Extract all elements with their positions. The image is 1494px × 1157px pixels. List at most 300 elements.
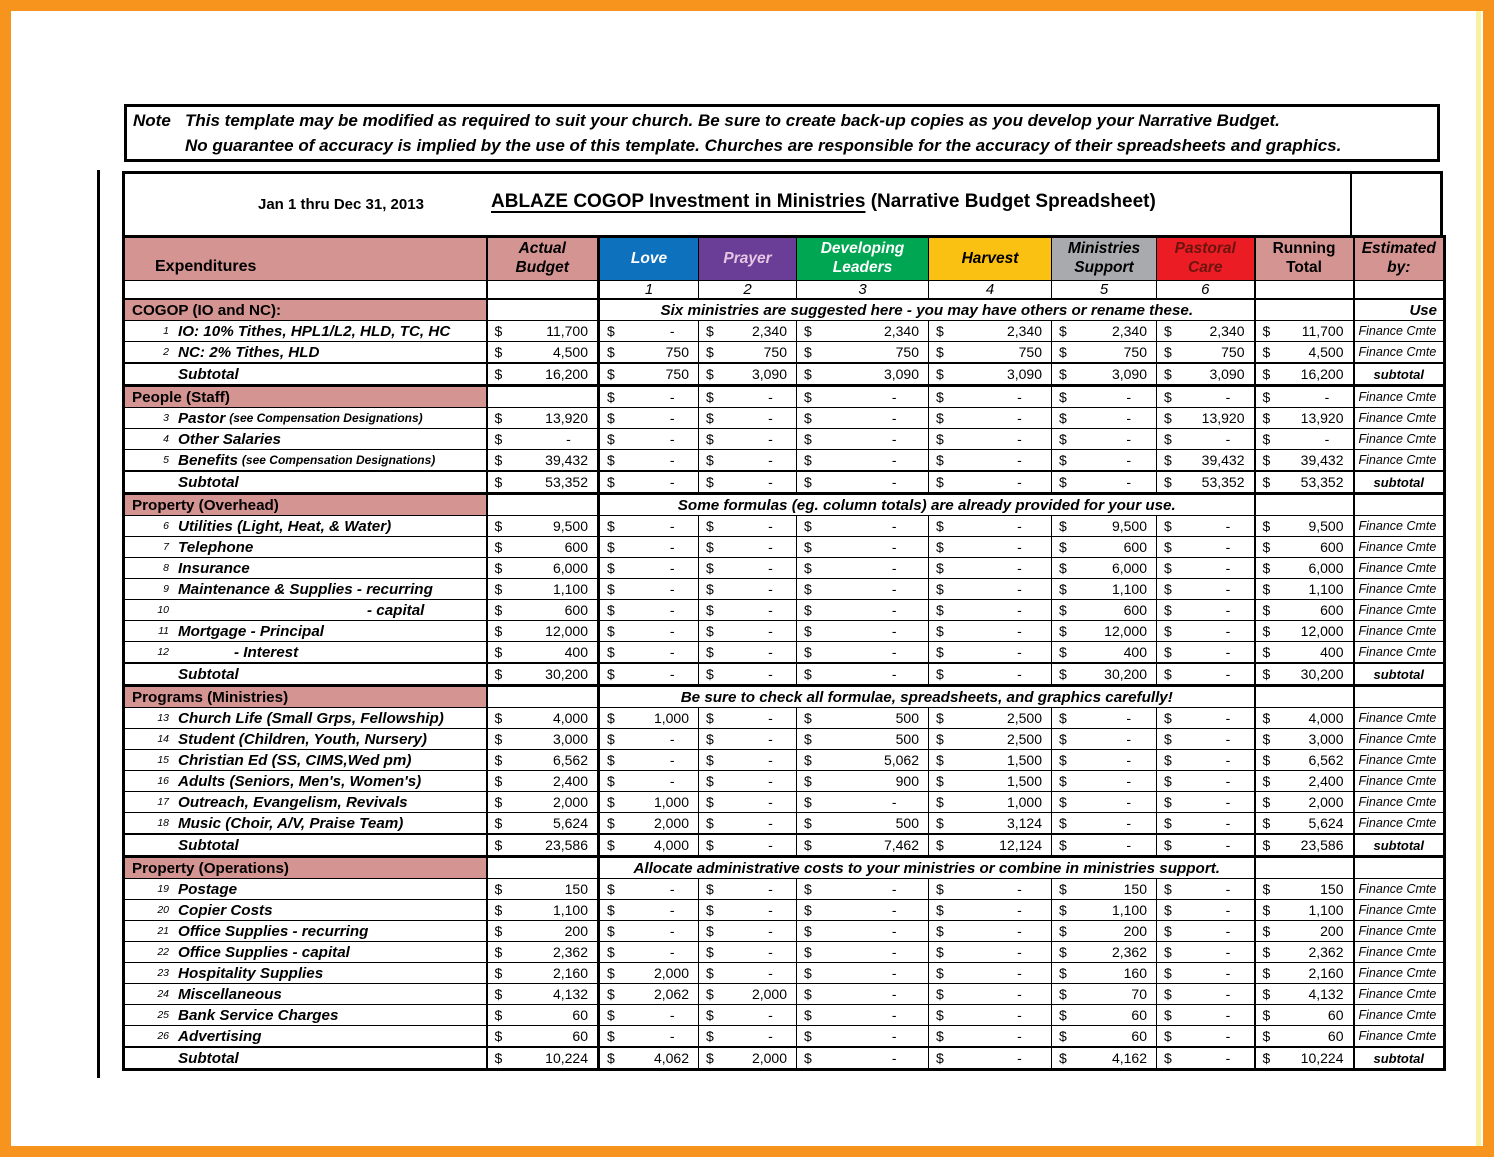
estimated-by-cell: Finance Cmte [1354, 708, 1445, 729]
section-note: Six ministries are suggested here - you may have others or rename these. [599, 299, 1255, 321]
cell-prayer: $ - [699, 450, 797, 472]
cell-developing-leaders: $ 5,062 [797, 750, 929, 771]
row-label-text: Subtotal [178, 665, 239, 683]
cell-ministries-support: $ - [1052, 750, 1157, 771]
cell-running-total: $ 150 [1255, 879, 1354, 900]
row-sublabel-text: (see Compensation Designations) [229, 411, 423, 425]
column-header-estimated-by: Estimated by: [1354, 237, 1445, 281]
cell-developing-leaders: $ - [797, 450, 929, 472]
estimated-by-cell: Finance Cmte [1354, 579, 1445, 600]
cell-running-total: $ 9,500 [1255, 516, 1354, 537]
budget-row-25 [124, 1005, 1445, 1026]
cell-developing-leaders: $ - [797, 558, 929, 579]
cell-prayer: $ - [699, 600, 797, 621]
row-number: 24 [157, 988, 169, 1000]
cell-love: $ - [599, 558, 699, 579]
row-label-text: Music (Choir, A/V, Praise Team) [178, 814, 404, 832]
cell-developing-leaders: $ - [797, 642, 929, 664]
cell-running-total: $ 3,000 [1255, 729, 1354, 750]
cell-ministries-support: $ 3,090 [1052, 363, 1157, 386]
cell-running-total: $ 200 [1255, 921, 1354, 942]
cell-actual-budget: $ 11,700 [487, 321, 599, 342]
cell-prayer: $ - [699, 663, 797, 686]
cell-love: $ - [599, 579, 699, 600]
cell-running-total: $ 4,500 [1255, 342, 1354, 364]
row-label [125, 1050, 486, 1067]
cell-pastoral-care: $ - [1157, 429, 1255, 450]
row-number: 15 [157, 754, 169, 766]
cell-harvest: $ 3,124 [929, 813, 1052, 835]
cell-actual-budget [487, 494, 599, 516]
cell-ministries-support: $ 70 [1052, 984, 1157, 1005]
column-header-running-total: Running Total [1255, 237, 1354, 281]
row-label-cell [124, 429, 487, 450]
cell-prayer: $ - [699, 963, 797, 984]
column-header-ministries-support: Ministries Support [1052, 237, 1157, 281]
cell-actual-budget: $ 30,200 [487, 663, 599, 686]
cell-harvest: $ - [929, 879, 1052, 900]
cell-prayer: $ 2,340 [699, 321, 797, 342]
cell-pastoral-care: $ - [1157, 1047, 1255, 1070]
row-label-cell [124, 771, 487, 792]
budget-row-21 [124, 921, 1445, 942]
title-column-divider [1350, 174, 1353, 235]
cell-love: $ - [599, 516, 699, 537]
ministry-number-estimated-by [1354, 281, 1445, 300]
row-number: 3 [163, 412, 169, 424]
cell-pastoral-care: $ - [1157, 708, 1255, 729]
cell-pastoral-care: $ 3,090 [1157, 363, 1255, 386]
cell-ministries-support: $ 12,000 [1052, 621, 1157, 642]
cell-love: $ 2,000 [599, 963, 699, 984]
cell-running-total: $ - [1255, 386, 1354, 408]
ministry-number-developing-leaders: 3 [797, 281, 929, 300]
cell-running-total: $ 16,200 [1255, 363, 1354, 386]
cell-developing-leaders: $ - [797, 386, 929, 408]
estimated-by-cell: Finance Cmte [1354, 879, 1445, 900]
template-note-box [124, 104, 1440, 162]
budget-row-12 [124, 642, 1445, 664]
ministry-number-love: 1 [599, 281, 699, 300]
row-label-cell [124, 450, 487, 472]
cell-actual-budget: $ 39,432 [487, 450, 599, 472]
estimated-by-cell: subtotal [1354, 471, 1445, 494]
row-number: 9 [163, 583, 169, 595]
cell-pastoral-care: $ - [1157, 879, 1255, 900]
cell-developing-leaders: $ - [797, 879, 929, 900]
cell-prayer: $ - [699, 579, 797, 600]
column-header-love: Love [599, 237, 699, 281]
subtotal-row [124, 663, 1445, 686]
cell-developing-leaders: $ - [797, 516, 929, 537]
row-sublabel-text: (see Compensation Designations) [241, 453, 436, 467]
cell-running-total: $ 600 [1255, 537, 1354, 558]
row-label-cell [124, 879, 487, 900]
date-range: Jan 1 thru Dec 31, 2013 [258, 196, 424, 213]
cell-actual-budget: $ 2,362 [487, 942, 599, 963]
cell-pastoral-care: $ - [1157, 621, 1255, 642]
cell-ministries-support: $ 150 [1052, 879, 1157, 900]
row-label [125, 560, 486, 577]
row-label [125, 644, 486, 661]
section-note: Some formulas (eg. column totals) are already provided for your use. [599, 494, 1255, 516]
section-note: Allocate administrative costs to your ministries or combine in ministries support. [599, 857, 1255, 879]
row-label-cell [124, 729, 487, 750]
cell-actual-budget: $ 13,920 [487, 408, 599, 429]
row-label [125, 431, 486, 448]
page-title-rest: (Narrative Budget Spreadsheet) [865, 191, 1156, 212]
cell-developing-leaders: $ - [797, 942, 929, 963]
cell-running-total: $ 2,400 [1255, 771, 1354, 792]
row-number: 8 [163, 562, 169, 574]
column-header-pastoral-care: Pastoral Care [1157, 237, 1255, 281]
row-label-cell [124, 363, 487, 386]
column-header-row [124, 237, 1445, 281]
cell-harvest: $ 1,500 [929, 771, 1052, 792]
cell-running-total: $ 13,920 [1255, 408, 1354, 429]
estimated-by-cell: Finance Cmte [1354, 750, 1445, 771]
cell-love: $ 1,000 [599, 708, 699, 729]
row-label-text: Miscellaneous [178, 985, 282, 1003]
cell-developing-leaders: $ 500 [797, 729, 929, 750]
cell-love: $ - [599, 408, 699, 429]
cell-ministries-support: $ - [1052, 813, 1157, 835]
row-label-cell [124, 1047, 487, 1070]
cell-harvest: $ 12,124 [929, 834, 1052, 857]
estimated-by-cell: Finance Cmte [1354, 408, 1445, 429]
cell-actual-budget: $ 6,562 [487, 750, 599, 771]
row-label-cell [124, 942, 487, 963]
row-label [125, 1028, 486, 1045]
row-label-text: Church Life (Small Grps, Fellowship) [178, 709, 444, 727]
budget-row-16 [124, 771, 1445, 792]
row-label-text: Subtotal [178, 365, 239, 383]
row-label-text: Christian Ed (SS, CIMS,Wed pm) [178, 751, 412, 769]
estimated-by-cell: Finance Cmte [1354, 342, 1445, 364]
estimated-by-cell: Finance Cmte [1354, 900, 1445, 921]
row-label-cell [124, 900, 487, 921]
estimated-by-cell [1354, 494, 1445, 516]
row-label [125, 581, 486, 598]
estimated-by-cell: Finance Cmte [1354, 642, 1445, 664]
cell-running-total: $ 60 [1255, 1005, 1354, 1026]
row-label-cell [124, 642, 487, 664]
section-label: Property (Overhead) [124, 494, 487, 516]
cell-harvest: $ 1,500 [929, 750, 1052, 771]
cell-running-total: $ 2,362 [1255, 942, 1354, 963]
estimated-by-cell: Finance Cmte [1354, 813, 1445, 835]
cell-harvest: $ - [929, 642, 1052, 664]
cell-ministries-support: $ 60 [1052, 1005, 1157, 1026]
cell-prayer: $ - [699, 921, 797, 942]
cell-pastoral-care: $ - [1157, 579, 1255, 600]
row-label-text: Advertising [178, 1027, 262, 1045]
cell-actual-budget: $ 9,500 [487, 516, 599, 537]
budget-row-13 [124, 708, 1445, 729]
note-line-2: No guarantee of accuracy is implied by the use of this template. Churches are responsible for the accuracy of their spreadsheets and graphics. [185, 136, 1342, 155]
budget-row-8 [124, 558, 1445, 579]
budget-row-26 [124, 1026, 1445, 1048]
cell-running-total: $ 600 [1255, 600, 1354, 621]
row-label-cell [124, 792, 487, 813]
subtotal-row [124, 471, 1445, 494]
cell-actual-budget: $ 5,624 [487, 813, 599, 835]
cell-actual-budget: $ 600 [487, 600, 599, 621]
cell-developing-leaders: $ 3,090 [797, 363, 929, 386]
cell-love: $ 4,062 [599, 1047, 699, 1070]
cell-prayer: $ - [699, 813, 797, 835]
cell-developing-leaders: $ - [797, 663, 929, 686]
row-label [125, 731, 486, 748]
row-label-cell [124, 1026, 487, 1048]
cell-pastoral-care: $ - [1157, 792, 1255, 813]
estimated-by-cell: Finance Cmte [1354, 921, 1445, 942]
cell-ministries-support: $ 600 [1052, 537, 1157, 558]
cell-ministries-support: $ - [1052, 792, 1157, 813]
estimated-by-cell: Finance Cmte [1354, 429, 1445, 450]
cell-pastoral-care: $ - [1157, 1026, 1255, 1048]
budget-row-5 [124, 450, 1445, 472]
cell-prayer: $ 3,090 [699, 363, 797, 386]
cell-prayer: $ - [699, 642, 797, 664]
row-label-cell [124, 813, 487, 835]
row-number: 25 [157, 1009, 169, 1021]
cell-actual-budget [487, 386, 599, 408]
numbers-row-expenditures-cell [124, 281, 487, 300]
cell-actual-budget: $ 4,132 [487, 984, 599, 1005]
cell-love: $ - [599, 642, 699, 664]
cell-pastoral-care: $ - [1157, 942, 1255, 963]
estimated-by-cell: Finance Cmte [1354, 450, 1445, 472]
cell-love: $ - [599, 879, 699, 900]
budget-row-24 [124, 984, 1445, 1005]
cell-harvest: $ - [929, 579, 1052, 600]
estimated-by-cell: subtotal [1354, 663, 1445, 686]
cell-developing-leaders: $ 2,340 [797, 321, 929, 342]
cell-ministries-support: $ - [1052, 708, 1157, 729]
cell-ministries-support: $ 400 [1052, 642, 1157, 664]
row-label-cell [124, 342, 487, 364]
cell-harvest: $ - [929, 963, 1052, 984]
note-label: Note [133, 111, 171, 130]
estimated-by-cell: Finance Cmte [1354, 792, 1445, 813]
cell-actual-budget: $ 4,000 [487, 708, 599, 729]
row-label [125, 666, 486, 683]
cell-developing-leaders: $ 900 [797, 771, 929, 792]
cell-actual-budget: $ 2,160 [487, 963, 599, 984]
row-label-text: Copier Costs [178, 901, 273, 919]
cell-prayer: $ - [699, 471, 797, 494]
row-label [125, 1007, 486, 1024]
cell-harvest: $ - [929, 600, 1052, 621]
cell-harvest: $ - [929, 1026, 1052, 1048]
row-number: 12 [157, 646, 169, 658]
cell-harvest: $ - [929, 408, 1052, 429]
row-label [125, 623, 486, 640]
row-label [125, 344, 486, 361]
cell-prayer: $ - [699, 516, 797, 537]
budget-row-14 [124, 729, 1445, 750]
cell-running-total: $ 53,352 [1255, 471, 1354, 494]
row-number: 20 [157, 904, 169, 916]
cell-running-total: $ 60 [1255, 1026, 1354, 1048]
cell-running-total: $ 1,100 [1255, 579, 1354, 600]
estimated-by-cell: Finance Cmte [1354, 516, 1445, 537]
cell-harvest: $ - [929, 386, 1052, 408]
cell-prayer: $ - [699, 558, 797, 579]
cell-harvest: $ 2,340 [929, 321, 1052, 342]
cell-prayer: $ - [699, 1026, 797, 1048]
cell-running-total: $ 6,562 [1255, 750, 1354, 771]
cell-ministries-support: $ - [1052, 408, 1157, 429]
row-label-cell [124, 663, 487, 686]
cell-developing-leaders: $ 750 [797, 342, 929, 364]
row-label [125, 410, 486, 427]
cell-pastoral-care: $ - [1157, 537, 1255, 558]
row-label [125, 815, 486, 832]
cell-love: $ - [599, 1005, 699, 1026]
cell-developing-leaders: $ - [797, 1005, 929, 1026]
cell-developing-leaders: $ 500 [797, 813, 929, 835]
cell-ministries-support: $ 160 [1052, 963, 1157, 984]
cell-pastoral-care: $ - [1157, 900, 1255, 921]
cell-actual-budget: $ - [487, 429, 599, 450]
cell-running-total: $ 30,200 [1255, 663, 1354, 686]
cell-running-total: $ 4,000 [1255, 708, 1354, 729]
row-label-text: - capital [367, 601, 425, 619]
row-label-text: Pastor [178, 409, 226, 427]
cell-love: $ - [599, 921, 699, 942]
estimated-by-cell: subtotal [1354, 363, 1445, 386]
cell-developing-leaders: $ - [797, 900, 929, 921]
cell-developing-leaders: $ - [797, 471, 929, 494]
row-number: 18 [157, 817, 169, 829]
row-number: 10 [157, 604, 169, 616]
cell-ministries-support: $ 4,162 [1052, 1047, 1157, 1070]
ministry-number-ministries-support: 5 [1052, 281, 1157, 300]
cell-harvest: $ 1,000 [929, 792, 1052, 813]
row-label [125, 837, 486, 854]
column-header-developing-leaders: Developing Leaders [797, 237, 929, 281]
cell-developing-leaders: $ - [797, 1026, 929, 1048]
cell-developing-leaders: $ - [797, 792, 929, 813]
estimated-by-cell: Finance Cmte [1354, 729, 1445, 750]
row-label-cell [124, 963, 487, 984]
row-label [125, 944, 486, 961]
row-label-text: Outreach, Evangelism, Revivals [178, 793, 408, 811]
cell-love: $ - [599, 429, 699, 450]
cell-harvest: $ 2,500 [929, 729, 1052, 750]
row-label-cell [124, 600, 487, 621]
cell-harvest: $ 3,090 [929, 363, 1052, 386]
cell-pastoral-care: $ - [1157, 729, 1255, 750]
row-number: 2 [163, 346, 169, 358]
row-label [125, 794, 486, 811]
row-label-cell [124, 621, 487, 642]
cell-prayer: $ - [699, 834, 797, 857]
ministry-number-harvest: 4 [929, 281, 1052, 300]
cell-developing-leaders: $ - [797, 984, 929, 1005]
cell-running-total [1255, 299, 1354, 321]
row-label [125, 323, 486, 340]
row-label [125, 366, 486, 383]
cell-running-total: $ 2,000 [1255, 792, 1354, 813]
cell-developing-leaders: $ - [797, 537, 929, 558]
estimated-by-cell: subtotal [1354, 1047, 1445, 1070]
cell-actual-budget: $ 10,224 [487, 1047, 599, 1070]
cell-pastoral-care: $ - [1157, 663, 1255, 686]
cell-prayer: $ - [699, 750, 797, 771]
estimated-by-cell: Finance Cmte [1354, 321, 1445, 342]
cell-pastoral-care: $ 53,352 [1157, 471, 1255, 494]
cell-running-total: $ 39,432 [1255, 450, 1354, 472]
row-number: 17 [157, 796, 169, 808]
estimated-by-cell: Finance Cmte [1354, 1026, 1445, 1048]
estimated-by-cell [1354, 686, 1445, 708]
row-label-cell [124, 516, 487, 537]
cell-love: $ - [599, 663, 699, 686]
cell-harvest: $ - [929, 942, 1052, 963]
cell-prayer: $ - [699, 386, 797, 408]
section-header-row [124, 686, 1445, 708]
row-label-text: Hospitality Supplies [178, 964, 324, 982]
cell-actual-budget: $ 6,000 [487, 558, 599, 579]
budget-row-4 [124, 429, 1445, 450]
cell-actual-budget: $ 53,352 [487, 471, 599, 494]
section-label: COGOP (IO and NC): [124, 299, 487, 321]
cell-harvest: $ - [929, 429, 1052, 450]
cell-love: $ 2,062 [599, 984, 699, 1005]
cell-pastoral-care: $ - [1157, 834, 1255, 857]
row-label-cell [124, 834, 487, 857]
cell-running-total [1255, 494, 1354, 516]
row-label-text: - Interest [234, 643, 299, 661]
cell-actual-budget [487, 686, 599, 708]
cell-prayer: $ - [699, 792, 797, 813]
cell-running-total: $ 400 [1255, 642, 1354, 664]
budget-row-20 [124, 900, 1445, 921]
cell-developing-leaders: $ - [797, 921, 929, 942]
ministry-number-pastoral-care: 6 [1157, 281, 1255, 300]
cell-developing-leaders: $ - [797, 600, 929, 621]
cell-pastoral-care: $ - [1157, 558, 1255, 579]
cell-love: $ 1,000 [599, 792, 699, 813]
left-margin-line [97, 170, 100, 1078]
column-header-actual-budget: Actual Budget [487, 237, 599, 281]
cell-harvest: $ - [929, 471, 1052, 494]
cell-prayer: $ - [699, 729, 797, 750]
cell-love: $ - [599, 537, 699, 558]
cell-pastoral-care: $ 39,432 [1157, 450, 1255, 472]
cell-love: $ - [599, 1026, 699, 1048]
cell-developing-leaders: $ - [797, 1047, 929, 1070]
cell-actual-budget: $ 2,400 [487, 771, 599, 792]
cell-harvest: $ - [929, 558, 1052, 579]
cell-harvest: $ - [929, 1005, 1052, 1026]
cell-love: $ - [599, 600, 699, 621]
cell-actual-budget: $ 400 [487, 642, 599, 664]
cell-actual-budget: $ 600 [487, 537, 599, 558]
cell-pastoral-care: $ - [1157, 921, 1255, 942]
cell-actual-budget: $ 4,500 [487, 342, 599, 364]
row-number: 19 [157, 883, 169, 895]
cell-pastoral-care: $ 750 [1157, 342, 1255, 364]
cell-ministries-support: $ 750 [1052, 342, 1157, 364]
cell-love: $ - [599, 621, 699, 642]
row-number: 22 [157, 946, 169, 958]
cell-ministries-support: $ - [1052, 771, 1157, 792]
page-title-underlined: ABLAZE COGOP Investment in Ministries [491, 191, 866, 212]
